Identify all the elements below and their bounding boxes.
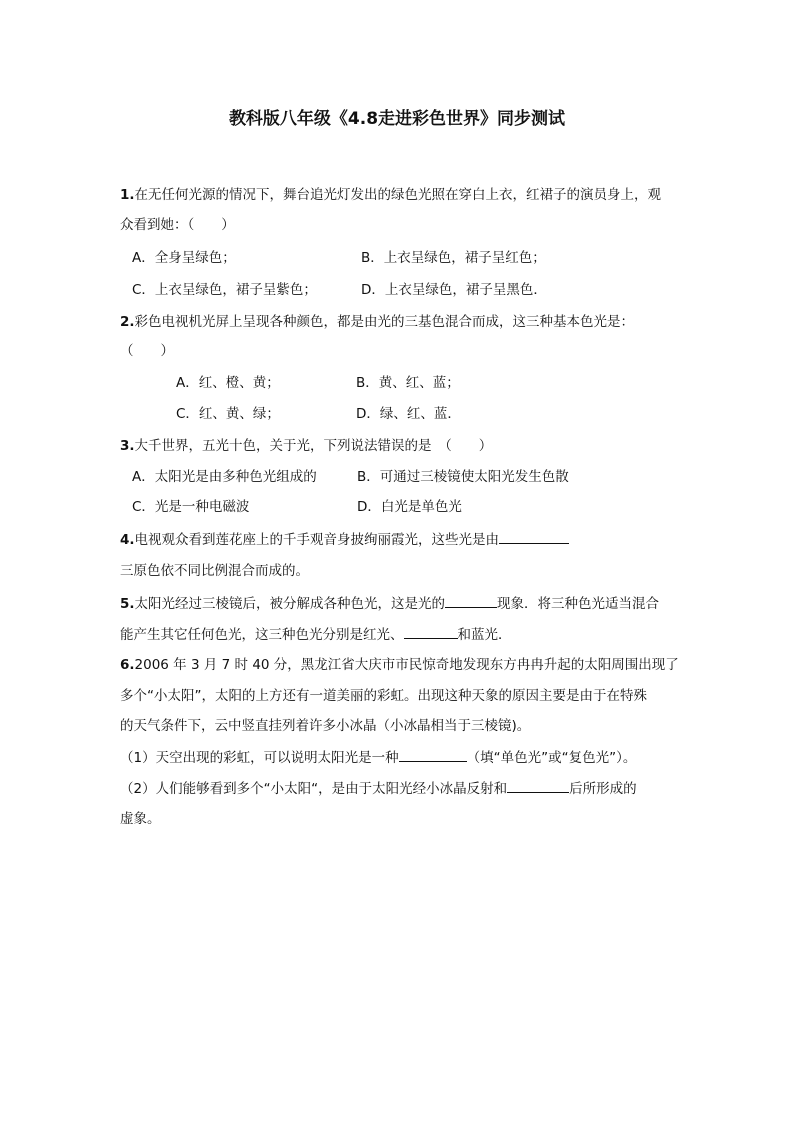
question-3-line-1 [120, 436, 492, 456]
answer-blank [507, 778, 569, 793]
question-1-option-a: A．全身呈绿色； [132, 250, 236, 266]
question-5-line-2 [120, 624, 512, 645]
question-5-number: 5. [120, 596, 135, 612]
answer-blank [404, 624, 458, 639]
question-4-line-1 [120, 529, 569, 550]
question-3-option-b: B．可通过三棱镜使太阳光发生色散 [357, 469, 569, 485]
question-3-option-a: A．太阳光是由多种色光组成的 [132, 469, 317, 485]
answer-blank [399, 747, 467, 762]
question-4-number: 4. [120, 532, 135, 548]
question-3-option-c: C．光是一种电磁波 [132, 499, 250, 515]
question-1-option-b: B．上衣呈绿色，裙子呈红色； [361, 250, 546, 266]
question-3-option-d: D．白光是单色光 [357, 499, 462, 515]
question-5-text-a: 太阳光经过三棱镜后，被分解成各种色光，这是光的 [134, 596, 446, 612]
question-1-option-d: D．上衣呈绿色，裙子呈黑色． [361, 282, 547, 298]
question-3-number: 3. [120, 438, 135, 454]
question-6-sub-2-line-2: 虚象。 [120, 811, 161, 827]
question-1-text: 在无任何光源的情况下，舞台追光灯发出的绿色光照在穿白上衣，红裙子的演员身上，观 [134, 187, 662, 203]
question-2-text: 彩色电视机光屏上呈现各种颜色，都是由光的三基色混合而成，这三种基本色光是： [134, 314, 635, 330]
question-6-sub-1-text-b: （填“单色光”或“复色光”）。 [466, 750, 637, 766]
question-6-text-1: 2006 年 3 月 7 时 40 分，黑龙江省大庆市市民惊奇地发现东方冉冉升起的太阳周围出现了 [134, 657, 679, 673]
question-6-sub-2-text-b: 后所形成的 [569, 781, 637, 797]
question-5-text-c: 能产生其它任何色光，这三种色光分别是红光、 [120, 627, 404, 643]
question-2-line-1 [120, 312, 634, 332]
answer-blank [445, 593, 497, 608]
question-6-number: 6. [120, 657, 135, 673]
question-3-text: 大千世界，五光十色，关于光，下列说法错误的是 （ ） [134, 438, 493, 454]
question-6-line-2: 多个“小太阳”，太阳的上方还有一道美丽的彩虹。出现这种天象的原因主要是由于在特殊 [120, 688, 647, 704]
question-1-line-2: 众看到她：（ ） [120, 217, 235, 233]
question-6-line-3: 的天气条件下，云中竖直挂列着许多小冰晶（小冰晶相当于三棱镜)。 [120, 718, 531, 734]
question-6-sub-2 [120, 778, 637, 799]
question-2-number: 2. [120, 314, 135, 330]
question-4-line-2: 三原色依不同比例混合而成的。 [120, 563, 309, 579]
question-1-number: 1. [120, 187, 135, 203]
question-2-option-c: C．红、黄、绿； [176, 406, 280, 422]
question-2-option-b: B．黄、红、蓝； [356, 375, 460, 391]
question-5-text-d: 和蓝光． [457, 627, 512, 643]
question-5-line-1 [120, 593, 659, 614]
question-6-sub-1 [120, 747, 636, 768]
question-6-sub-1-text-a: （1）天空出现的彩虹，可以说明太阳光是一种 [120, 750, 399, 766]
question-1-line-1 [120, 185, 661, 205]
question-6-line-1 [120, 655, 679, 675]
page-title: 教科版八年级《4.8走进彩色世界》同步测试 [228, 109, 566, 129]
answer-blank [499, 529, 569, 544]
question-2-option-a: A．红、橙、黄； [176, 375, 280, 391]
question-5-text-b: 现象．将三种色光适当混合 [497, 596, 660, 612]
question-4-text: 电视观众看到莲花座上的千手观音身披绚丽霞光，这些光是由 [134, 532, 500, 548]
question-1-option-c: C．上衣呈绿色，裙子呈紫色； [132, 282, 317, 298]
question-6-sub-2-text-a: （2）人们能够看到多个“小太阳“，是由于太阳光经小冰晶反射和 [120, 781, 508, 797]
question-2-line-2: （ ） [120, 343, 174, 359]
question-2-option-d: D．绿、红、蓝． [356, 406, 461, 422]
